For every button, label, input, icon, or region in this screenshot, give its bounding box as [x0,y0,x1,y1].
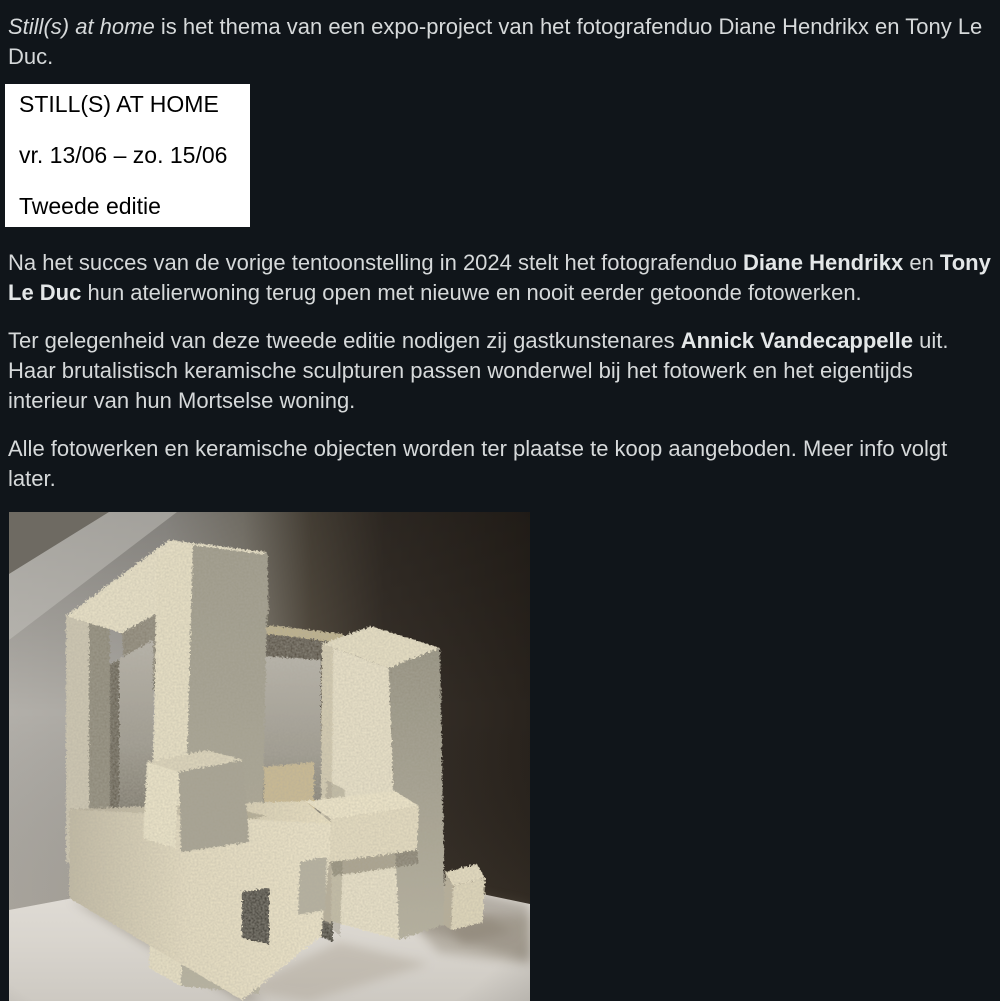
event-title: STILL(S) AT HOME [19,91,219,117]
text-segment: Diane Hendrikx [743,250,904,275]
text-segment: uit. Haar brutalistisch keramische sculpturen passen wonderwel bij het fotowerk en het eigentijds interieur van hun Mortselse woning. [8,328,949,413]
article-paragraphs [8,248,992,494]
event-info-box [5,84,250,227]
text-segment: Still(s) at home [8,14,155,39]
paragraph-sale-info [8,434,992,494]
paragraph-success [8,248,992,308]
text-segment: hun atelierwoning terug open met nieuwe en nooit eerder getoonde fotowerken. [81,280,862,305]
text-segment: Tony Le Duc [8,250,991,305]
text-segment: Ter gelegenheid van deze tweede editie nodigen zij gastkunstenares [8,328,681,353]
intro-paragraph [8,12,992,72]
paragraph-guest-artist [8,326,992,416]
event-dates: vr. 13/06 – zo. 15/06 [19,142,228,168]
text-segment: is het thema van een expo-project van het fotografenduo Diane Hendrikx en Tony Le Duc. [8,14,983,69]
photo-vignette [9,512,530,1001]
text-segment: Na het succes van de vorige tentoonstelling in 2024 stelt het fotografenduo [8,250,744,275]
text-segment: Annick Vandecappelle [680,328,913,353]
text-segment: en [903,250,940,275]
event-edition: Tweede editie [19,193,161,219]
text-segment: Alle fotowerken en keramische objecten worden ter plaatse te koop aangeboden. Meer info volgt later. [8,436,948,491]
sculpture-photo [9,512,530,1001]
sculpture-photo-graphic [9,512,530,1001]
